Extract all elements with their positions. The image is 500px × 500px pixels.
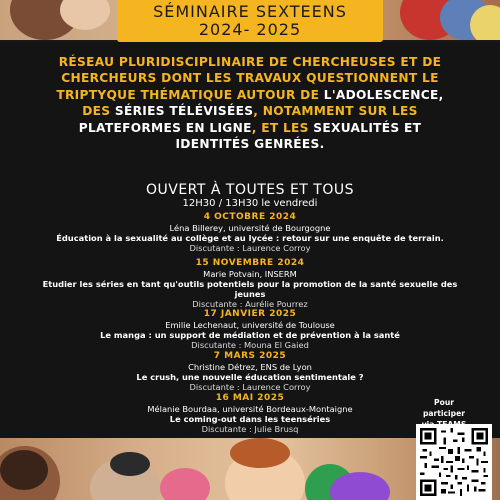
event-item xyxy=(20,351,480,392)
event-title: Etudier les séries en tant qu'outils potentiels pour la promotion de la santé sexuelle des jeunes xyxy=(42,279,458,299)
event-date: 16 MAI 2025 xyxy=(215,393,285,403)
event-date: 7 MARS 2025 xyxy=(213,351,287,361)
network-description: RÉSEAU PLURIDISCIPLINAIRE DE CHERCHEUSES ET DE CHERCHEURS DONT LES TRAVAUX QUESTIONNENT LE TRIPTYQUE THÉMATIQUE AUTOUR DE L'ADOLESCENCE, DES SÉRIES TÉLÉVISÉES, NOTAMMENT SUR LES PLATEFORMES EN LIGNE, ET LES SEXUALITÉS ET IDENTITÉS GENRÉES. xyxy=(56,55,444,152)
event-speaker: Emilie Lechenaut, université de Toulouse xyxy=(165,320,335,330)
event-discussant: Discutante : Mouna El Gaied xyxy=(191,340,309,350)
event-item xyxy=(20,393,480,434)
event-title: Éducation à la sexualité au collège et au lycée : retour sur une enquête de terrain. xyxy=(56,233,444,243)
event-speaker: Christine Détrez, ENS de Lyon xyxy=(188,362,312,372)
event-discussant: Discutante : Aurélie Pourrez xyxy=(192,299,308,309)
event-date: 15 NOVEMBRE 2024 xyxy=(195,258,305,268)
event-speaker: Marie Potvain, INSERM xyxy=(203,269,297,279)
qr-code-icon[interactable] xyxy=(416,424,492,500)
event-speaker: Léna Billerey, université de Bourgogne xyxy=(169,223,331,233)
session-hours: 12H30 / 13H30 le vendredi xyxy=(182,198,318,209)
open-to-all: OUVERT À TOUTES ET TOUS xyxy=(145,182,355,198)
event-item xyxy=(40,258,460,309)
event-title: Le coming-out dans les teenséries xyxy=(169,414,331,424)
event-title: Le crush, une nouvelle éducation sentimentale ? xyxy=(136,372,364,382)
event-discussant: Discutante : Julie Brusq xyxy=(201,424,299,434)
event-discussant: Discutante : Laurence Corroy xyxy=(189,382,311,392)
event-date: 17 JANVIER 2025 xyxy=(203,309,297,319)
event-speaker: Mélanie Bourdaa, université Bordeaux-Montaigne xyxy=(147,404,353,414)
event-discussant: Discutante : Laurence Corroy xyxy=(189,243,311,253)
event-item xyxy=(20,212,480,253)
title-line-1: SÉMINAIRE SEXTEENS xyxy=(153,2,347,21)
event-item xyxy=(20,309,480,350)
event-title: Le manga : un support de médiation et de prévention à la santé xyxy=(100,330,400,340)
teams-participation-label: Pour participer xyxy=(423,398,465,418)
title-banner xyxy=(117,0,383,42)
event-date: 4 OCTOBRE 2024 xyxy=(203,212,297,222)
title-line-2: 2024- 2025 xyxy=(198,20,302,39)
